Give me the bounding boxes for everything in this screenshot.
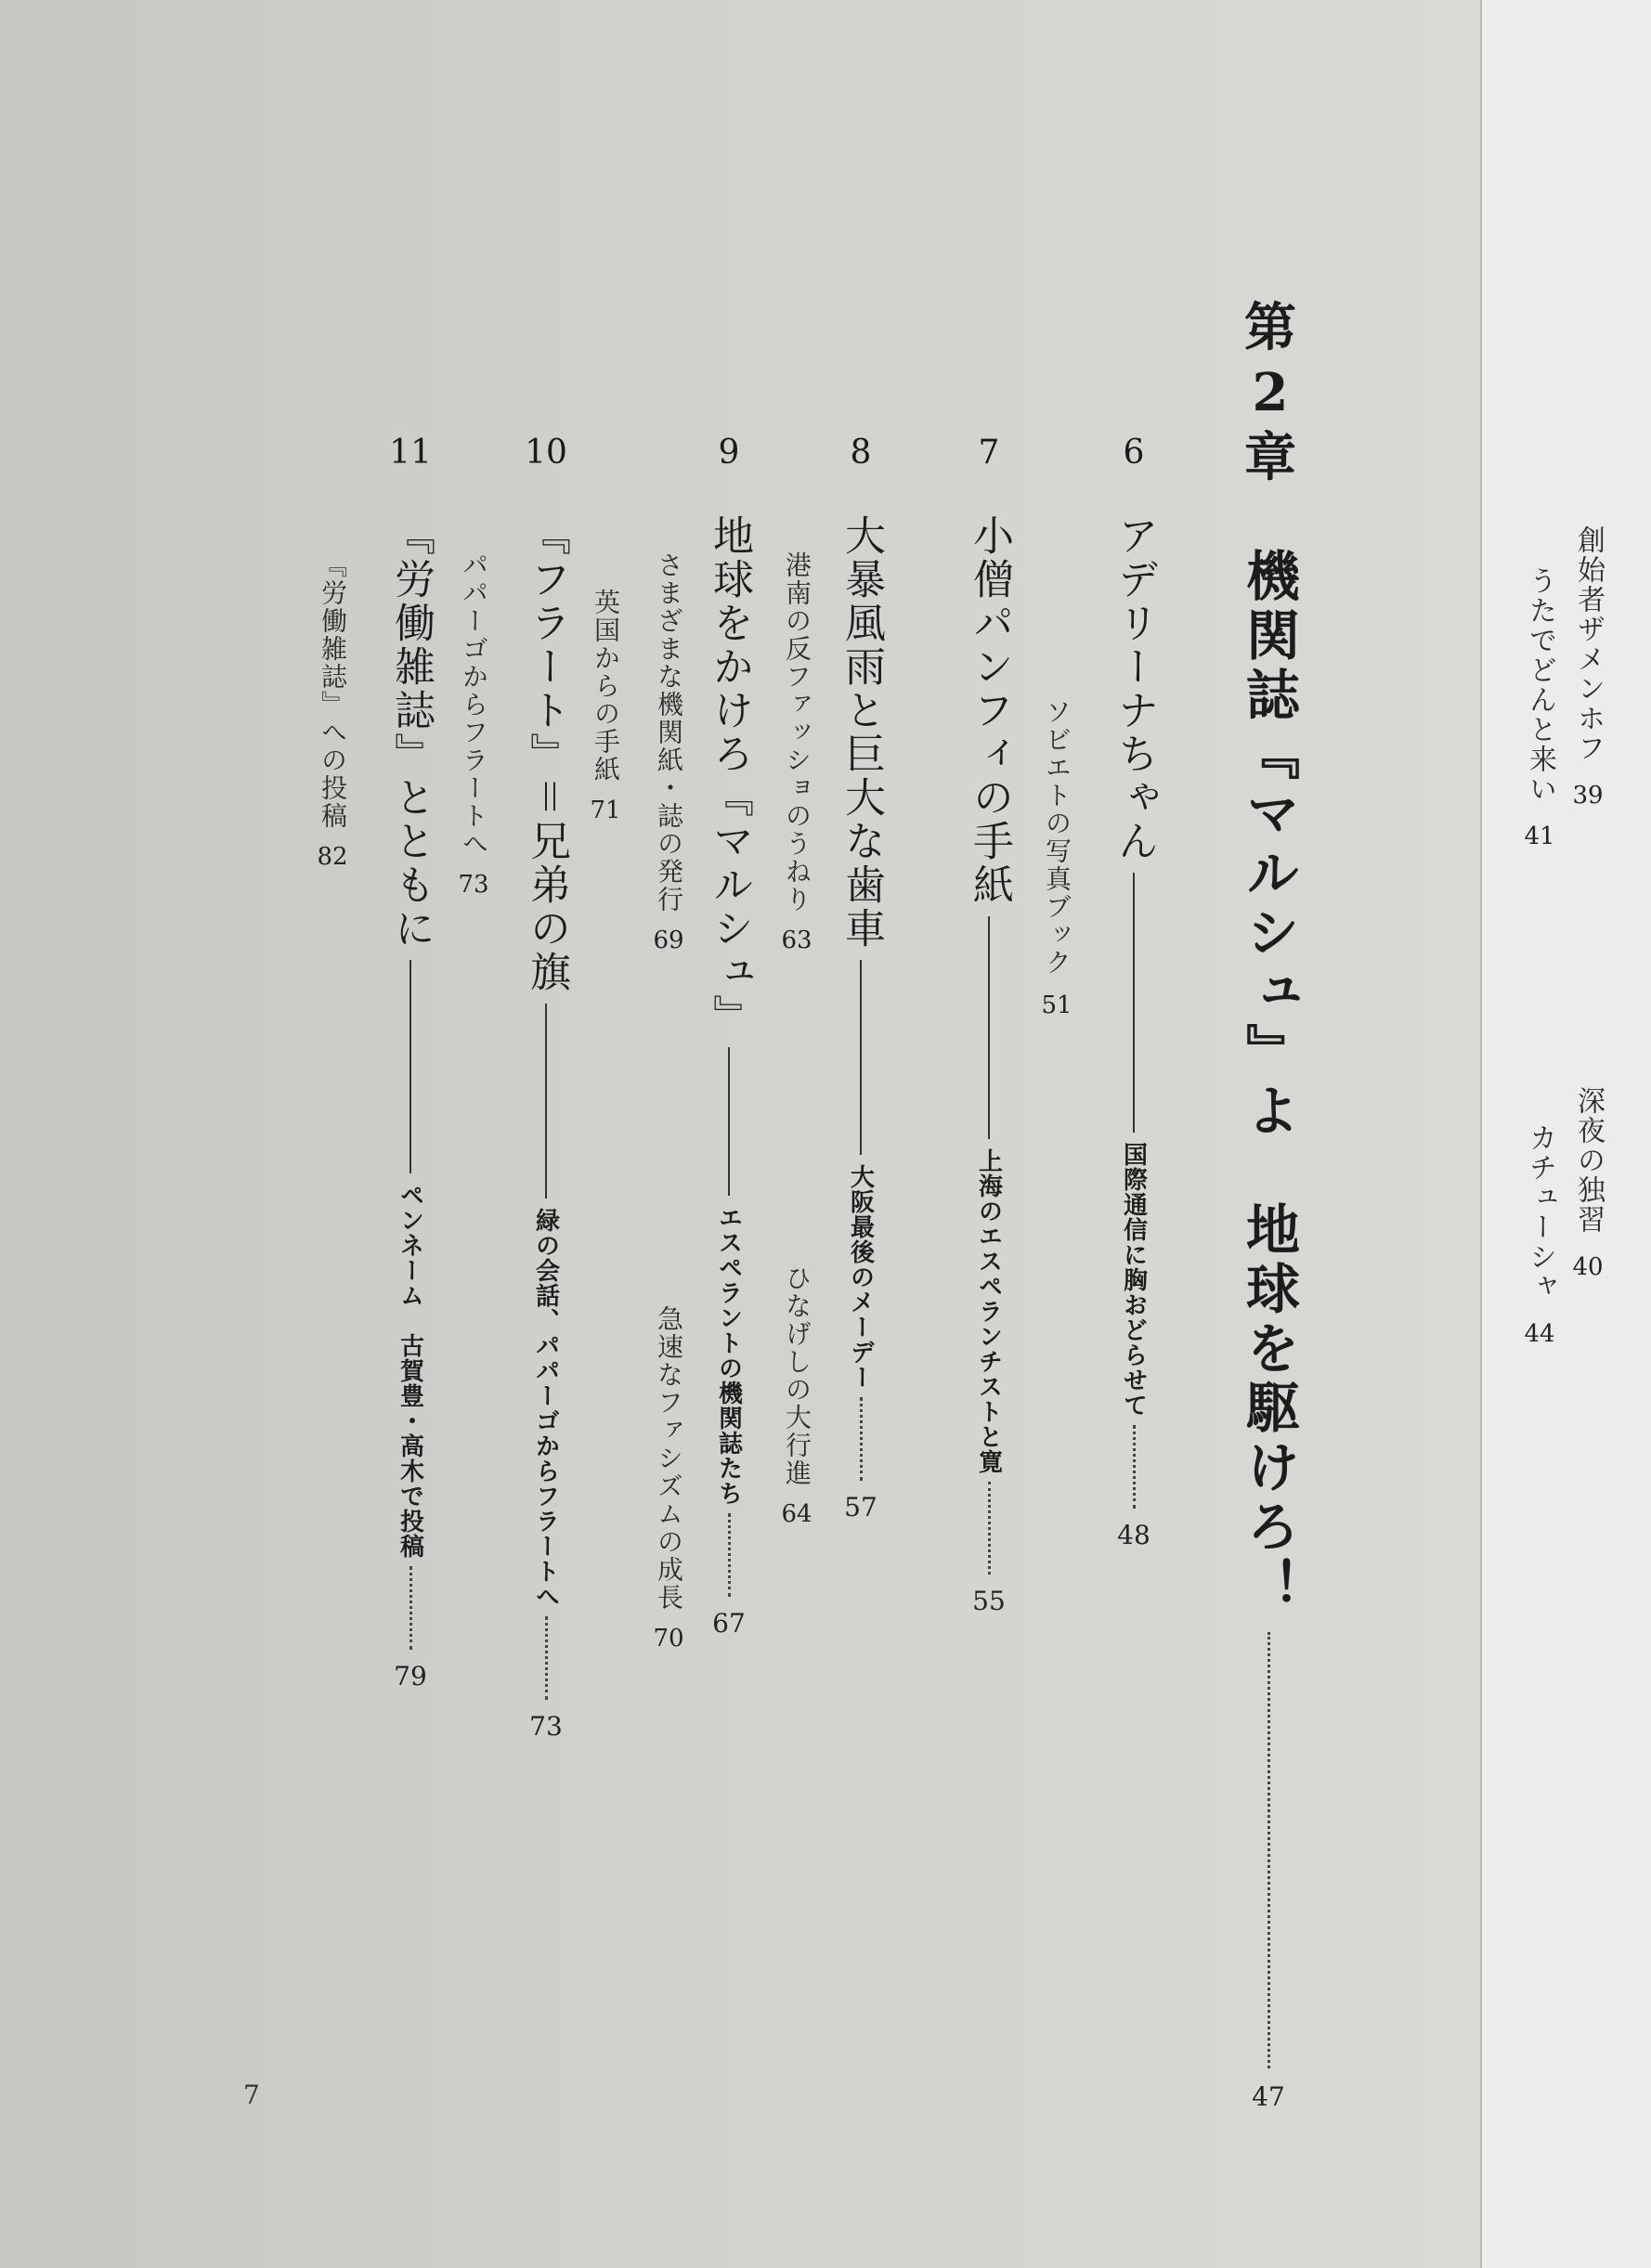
sub-page: 51 [1041,991,1072,1019]
sub-page: 69 [653,927,684,954]
section-7 [956,436,1021,1616]
chapter-leader [1268,1632,1270,2068]
chapter-label [1235,295,1306,490]
sub-page: 82 [317,843,348,871]
section-title: 小僧パンフィの手紙 [966,514,1013,907]
next-item-page: 44 [1524,1320,1555,1348]
section-page: 73 [529,1711,563,1742]
sub-item: 英国からの手紙 [591,589,621,784]
section-page: 57 [844,1492,878,1523]
sub-item: 『労働雑誌』への投稿 [318,551,348,830]
section-title: 大暴風雨と巨大な歯車 [838,514,885,951]
section-number: 6 [1123,434,1145,472]
next-item-3 [1567,1086,1608,1281]
section-page: 79 [394,1661,427,1691]
leader-dots [728,1513,731,1597]
section-8-sub-1 [778,551,815,954]
next-item-page: 40 [1572,1253,1604,1281]
page-folio: 7 [243,2080,260,2110]
chapter-title: 機関誌『マルシュ』よ 地球を駆けろ！ [1237,548,1300,1617]
section-title: 『労働雑誌』とともに [387,514,435,951]
section-8-sub-2 [778,1264,815,1528]
leader-line [728,1047,730,1196]
section-title: 地球をかけろ『マルシュ』 [706,514,753,1038]
section-subtitle-bold: エスペラントの機関誌たち [714,1205,743,1506]
section-9 [696,436,761,1639]
sub-item: 港南の反ファッショのうねり [782,551,812,914]
next-item-text: カチューシャ [1524,1123,1556,1302]
next-item-text: 創始者ザメンホフ [1572,525,1605,763]
section-number: 10 [525,434,567,472]
leader-line [410,960,411,1173]
section-11-sub [314,551,351,871]
sub-page: 64 [781,1500,812,1528]
sub-page: 73 [458,871,489,899]
leader-line [860,960,862,1155]
section-page: 48 [1117,1520,1150,1550]
sub-item: パパーゴからフラートへ [459,551,489,858]
next-item-1 [1567,525,1608,810]
chapter-title-column [1229,548,1307,2112]
chapter-page: 47 [1252,2081,1285,2112]
next-item-page: 39 [1572,782,1604,810]
sub-item: 急速なファシズムの成長 [654,1305,684,1612]
chapter-label-bottom: 章 [1244,427,1296,488]
sub-item: さまざまな機関紙・誌の発行 [654,551,684,914]
section-subtitle-bold: 国際通信に胸おどらせて [1119,1142,1148,1418]
leader-dots [1133,1425,1136,1509]
section-subtitle-bold: 大阪最後のメーデー [846,1164,875,1390]
leader-line [545,1004,547,1199]
section-11 [373,436,448,1691]
section-8 [828,436,893,1523]
section-number: 11 [389,434,432,472]
section-6 [1101,436,1166,1550]
leader-line [1133,873,1135,1133]
sub-item: ひなげしの大行進 [782,1264,812,1487]
section-9-sub-3 [587,589,624,824]
section-subtitle-bold: ペンネーム 古賀豊・高木で投稿 [396,1183,424,1559]
sub-item: ソビエトの写真ブック [1042,698,1072,977]
chapter-label-top: 第 [1244,297,1296,358]
section-number: 7 [978,434,1000,472]
section-6-sub [1038,698,1075,1019]
next-item-text: 深夜の独習 [1572,1086,1605,1235]
chapter-label-num: 2 [1252,362,1289,423]
leader-dots [860,1397,863,1481]
next-item-text: うたでどんと来い [1524,566,1556,804]
leader-line [988,916,990,1139]
section-9-sub-2 [650,1305,687,1652]
section-subtitle-bold: 上海のエスペランチストと寛 [974,1148,1003,1474]
section-page: 55 [972,1586,1006,1616]
next-item-2 [1519,566,1560,850]
section-title: 『フラート』＝兄弟の旗 [523,514,570,994]
next-item-4 [1519,1123,1560,1348]
section-10-sub [455,551,492,899]
leader-dots [545,1616,548,1700]
section-number: 9 [718,434,740,472]
next-item-page: 41 [1524,823,1555,850]
leader-dots [988,1482,991,1575]
next-page-edge [1480,0,1651,2268]
section-9-sub-1 [650,551,687,954]
section-10 [509,436,583,1742]
sub-page: 71 [590,797,621,824]
sub-page: 63 [781,927,812,954]
section-title: アデリーナちゃん [1111,514,1158,863]
leader-dots [410,1566,412,1650]
section-number: 8 [850,434,872,472]
section-subtitle-bold: 緑の会話、パパーゴからフラートへ [531,1208,560,1609]
section-page: 67 [712,1608,746,1639]
sub-page: 70 [653,1625,684,1652]
